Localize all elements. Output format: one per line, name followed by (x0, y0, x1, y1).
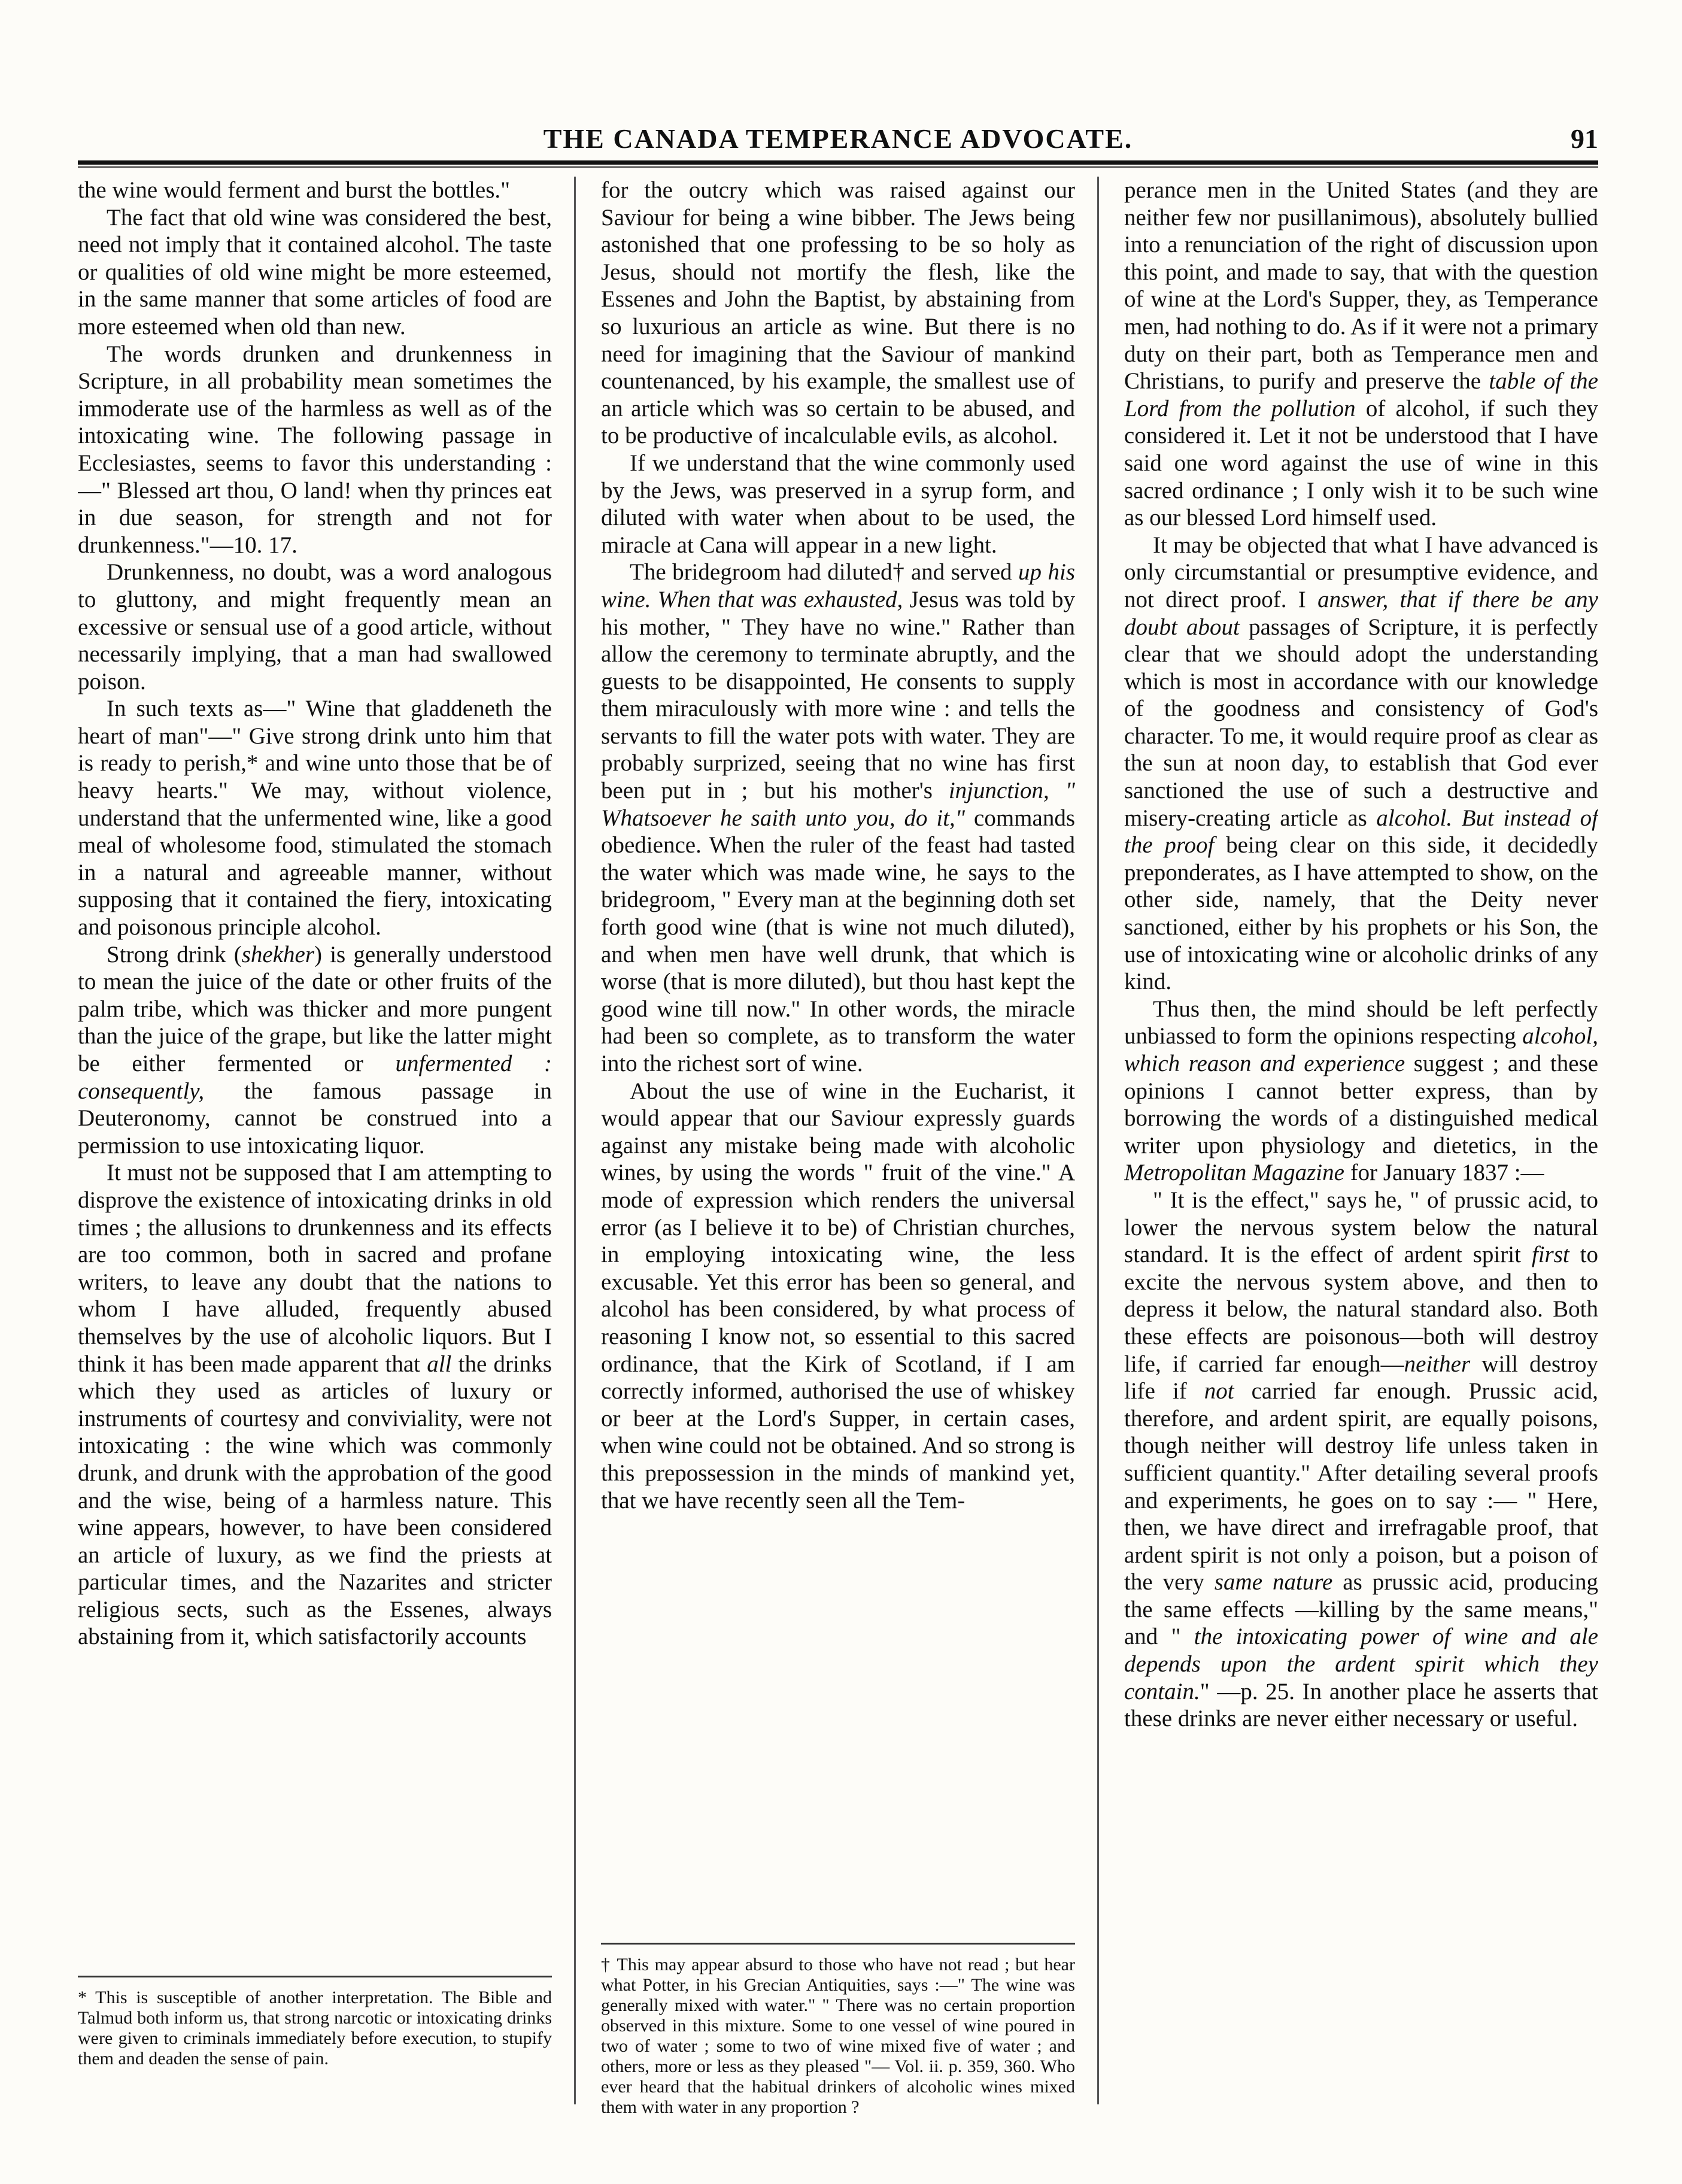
text-run: It must not be supposed that I am attempting to disprove the existence of intoxicating drinks in old times ; the allusions to drunkenness and its effects are too common, both in sacred and profane writers, to leave any doubt that the nations to whom I have alluded, frequently abused themselves by the use of alcoholic liquors. But I think it has been made apparent that (78, 1160, 552, 1377)
paragraph (78, 1159, 552, 1651)
text-run: " —p. 25. In another place he asserts that these drinks are never either necessary or useful. (1124, 1678, 1598, 1732)
header-rule (78, 160, 1598, 165)
paragraph: The fact that old wine was considered the best, need not imply that it contained alcohol. The taste or qualities of old wine might be more esteemed, in the same manner that some articles of food are more esteemed when old than new. (78, 204, 552, 339)
italic-text: same nature (1214, 1569, 1333, 1595)
text-run: suggest ; and these opinions I cannot better express, than by borrowing the words of a distinguished medical writer upon physiology and dietetics, in the (1124, 1051, 1598, 1158)
paragraph (601, 559, 1075, 1077)
text-run: the drinks which they used as articles of luxury or instruments of courtesy and conviviality, were not intoxicating : the wine which was commonly drunk, and drunk with the approbation of the good and the wise, being of a harmless nature. This wine appears, however, to have been considered an article of luxury, as we find the priests at particular times, and the Nazarites and stricter religious sects, such as the Essenes, always abstaining from it, which satisfactorily accounts (78, 1351, 552, 1650)
italic-text: unfermented : consequently, (78, 1051, 552, 1104)
italic-text: not (1204, 1378, 1234, 1405)
footnote-rule (601, 1943, 1075, 1945)
paragraph: the wine would ferment and burst the bottles." (78, 177, 511, 203)
text-run: passages of Scripture, it is perfectly clear that we should adopt the understanding which is most in accordance with our knowledge of the goodness and consistency of God's character. To me, it would require proof as clear as the sun at noon day, to establish that God ever sanctioned the use of such a destructive and misery-creating article as (1124, 614, 1598, 831)
footnote-2: † This may appear absurd to those who have not read ; but hear what Potter, in his Grecian Antiquities, says :—" The wine was generally mixed with water." " There was no certain proportion observed in this mixture. Some to one vessel of wine poured in two of water ; some to two of wine mixed five of water ; and others, more or less as they pleased "— Vol. ii. p. 359, 360. Who ever heard that the habitual drinkers of alcoholic wines mixed them with water in any proportion ? (601, 1955, 1075, 2117)
italic-text: Metropolitan Magazine (1124, 1160, 1344, 1186)
paragraph: About the use of wine in the Eucharist, it would appear that our Saviour expressly guards against any mistake being made with alcoholic wines, by using the words " fruit of the vine." A mode of expression which renders the universal error (as I believe it to be) of Christian churches, in employing intoxicating wine, the less excusable. Yet this error has been so general, and alcohol has been considered, by what process of reasoning I know not, so essential to this sacred ordinance, that the Kirk of Scotland, if I am correctly informed, authorised the use of whiskey or beer at the Lord's Supper, in certain cases, when wine could not be obtained. And so strong is this prepossession in the minds of mankind yet, that we have recently seen all the Tem- (601, 1078, 1075, 1513)
text-run: carried far enough. Prussic acid, therefore, and ardent spirit, are equally poisons, though neither will destroy life unless taken in sufficient quantity." After detailing several proofs and experiments, he goes on to say :— " Here, then, we have direct and irrefragable proof, that ardent spirit is not only a poison, but a poison of the very (1124, 1378, 1598, 1595)
text-column-3 (1124, 177, 1598, 2068)
text-run: to excite the nervous system above, and then to depress it below, the natural standard also. Both these effects are poisonous—both will destroy life, if carried far enough— (1124, 1242, 1598, 1377)
masthead-title: THE CANADA TEMPERANCE ADVOCATE. (543, 123, 1133, 154)
text-run: Thus then, the mind should be left perfectly unbiassed to form the opinions respecting (1124, 996, 1598, 1049)
footnote-1: * This is susceptible of another interpretation. The Bible and Talmud both inform us, that strong narcotic or intoxicating drinks were given to criminals immediately before execution, to stupify them and deaden the sense of pain. (78, 1988, 552, 2068)
text-run: the famous passage in Deuteronomy, cannot be construed into a permission to use intoxicating liquor. (78, 1078, 552, 1158)
page-number: 91 (1571, 123, 1598, 154)
text-run: for January 1837 :— (1344, 1160, 1544, 1186)
paragraph (1124, 996, 1598, 1187)
italic-text: shekher (241, 941, 315, 967)
paragraph (1124, 532, 1598, 996)
page-header (78, 123, 1598, 159)
text-run: Jesus was told by his mother, " They have no wine." Rather than allow the ceremony to terminate abruptly, and the guests to be disappointed, He consents to supply them miraculously with more wine : and tells the servants to fill the water pots with water. They are probably surprized, seeing that no wine has first been put in ; but his mother's (601, 586, 1075, 804)
text-run: being clear on this side, it decidedly preponderates, as I have attempted to show, on the other side, namely, that the Deity never sanctioned, either by his prophets or his Son, the use of intoxicating wine or alcoholic drinks of any kind. (1124, 832, 1598, 995)
header-rule-thin (78, 166, 1598, 168)
paragraph: for the outcry which was raised against our Saviour for being a wine bibber. The Jews being astonished that one professing to be so holy as Jesus, should not mortify the flesh, like the Essenes and John the Baptist, by abstaining from so luxurious an article as wine. But there is no need for imagining that the Saviour of mankind countenanced, by his example, the smallest use of an article which was so certain to be abused, and to be productive of incalculable evils, as alcohol. (601, 177, 1075, 449)
text-run: as prussic acid, producing the same effects —killing by the same means," and " (1124, 1569, 1598, 1650)
paragraph: Drunkenness, no doubt, was a word analogous to gluttony, and might frequently mean an excessive or sensual use of a good article, without necessarily implying, that a man had swallowed poison. (78, 559, 552, 694)
italic-text: alcohol, which reason and experience (1124, 1023, 1598, 1076)
text-run: ) is generally understood to mean the juice of the date or other fruits of the palm tribe, which was thicker and more pungent than the juice of the grape, but like the latter might be either fermented or (78, 941, 552, 1076)
paragraph (78, 941, 552, 1160)
italic-text: all (427, 1351, 452, 1377)
text-run: " It is the effect," says he, " of prussic acid, to lower the nervous system below the natural standard. It is the effect of ardent spirit (1124, 1187, 1598, 1268)
italic-text: alcohol. But instead of the proof (1124, 805, 1598, 859)
footnote-rule (78, 1976, 552, 1977)
text-run: The bridegroom had diluted† and served (630, 559, 1019, 586)
paragraph: In such texts as—" Wine that gladdeneth the heart of man"—" Give strong drink unto him that is ready to perish,* and wine unto those that be of heavy hearts." We may, without violence, understand that the unfermented wine, like a good meal of wholesome food, stimulated the stomach in a natural and agreeable manner, without supposing that it contained the fiery, intoxicating and poisonous principle alcohol. (78, 696, 552, 941)
italic-text: first (1531, 1242, 1569, 1268)
column-divider (1097, 177, 1099, 2104)
text-run: will destroy life if (1124, 1351, 1598, 1405)
italic-text: neither (1404, 1351, 1471, 1377)
italic-text: answer, that if there be any doubt about (1124, 586, 1598, 640)
text-column-1 (78, 177, 552, 2024)
paragraph (1124, 1187, 1598, 1733)
text-run: Strong drink ( (107, 941, 242, 967)
column-divider (574, 177, 576, 2104)
paragraph: The words drunken and drunkenness in Scripture, in all probability mean sometimes the immoderate use of the harmless as well as of the intoxicating wine. The following passage in Ecclesiastes, seems to favor this understanding :—" Blessed art thou, O land! when thy princes eat in due season, for strength and not for drunkenness."—10. 17. (78, 341, 552, 558)
italic-text: injunction, " Whatsoever he saith unto you, do it," (601, 778, 1075, 831)
italic-text: up his wine. When that was exhausted, (601, 559, 1075, 612)
text-run: of alcohol, if such they considered it. Let it not be understood that I have said one word against the use of wine in this sacred ordinance ; I only wish it to be such wine as our blessed Lord himself used. (1124, 395, 1598, 531)
paragraph (1124, 177, 1598, 532)
italic-text: table of the Lord from the pollution (1124, 368, 1598, 421)
text-run: It may be objected that what I have advanced is only circumstantial or presumptive evidence, and not direct proof. I (1124, 532, 1598, 612)
italic-text: the intoxicating power of wine and ale depends upon the ardent spirit which they contain. (1124, 1624, 1598, 1704)
text-run: perance men in the United States (and they are neither few nor pusillanimous), absolutely bullied into a renunciation of the right of discussion upon this point, and made to say, that with the question of wine at the Lord's Supper, they, as Temperance men, had nothing to do. As if it were not a primary duty on their part, both as Temperance men and Christians, to purify and preserve the (1124, 177, 1598, 395)
text-column-2 (601, 177, 1075, 1934)
text-run: commands obedience. When the ruler of the feast had tasted the water which was made wine, he says to the bridegroom, " Every man at the beginning doth set forth good wine (that is wine not much diluted), and when men have well drunk, that which is worse (that is more diluted), but thou hast kept the good wine till now." In other words, the miracle had been so complete, as to transform the water into the richest sort of wine. (601, 805, 1075, 1076)
paragraph: If we understand that the wine commonly used by the Jews, was preserved in a syrup form, and diluted with water when about to be used, the miracle at Cana will appear in a new light. (601, 450, 1075, 558)
